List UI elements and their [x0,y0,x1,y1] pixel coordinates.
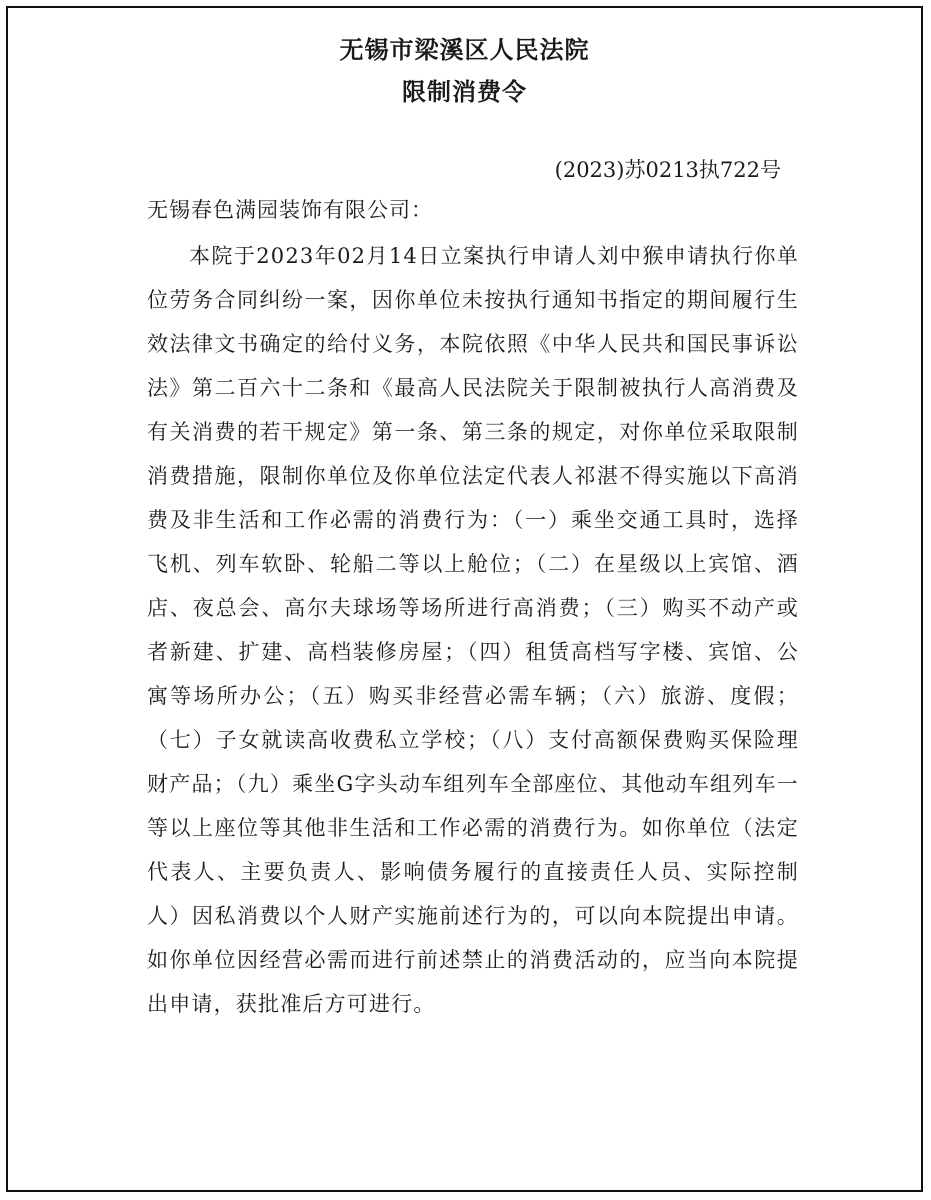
order-body-paragraph: 本院于2023年02月14日立案执行申请人刘中猴申请执行你单位劳务合同纠纷一案，因你单位未按执行通知书指定的期间履行生效法律文书确定的给付义务，本院依照《中华人民共和国民事诉讼法》第二百六十二条和《最高人民法院关于限制被执行人高消费及有关消费的若干规定》第一条、第三条的规定，对你单位采取限制消费措施，限制你单位及你单位法定代表人祁湛不得实施以下高消费及非生活和工作必需的消费行为：（一）乘坐交通工具时，选择飞机、列车软卧、轮船二等以上舱位；（二）在星级以上宾馆、酒店、夜总会、高尔夫球场等场所进行高消费；（三）购买不动产或者新建、扩建、高档装修房屋；（四）租赁高档写字楼、宾馆、公寓等场所办公；（五）购买非经营必需车辆；（六）旅游、度假；（七）子女就读高收费私立学校；（八）支付高额保费购买保险理财产品；（九）乘坐G字头动车组列车全部座位、其他动车组列车一等以上座位等其他非生活和工作必需的消费行为。如你单位（法定代表人、主要负责人、影响债务履行的直接责任人员、实际控制人）因私消费以个人财产实施前述行为的，可以向本院提出申请。如你单位因经营必需而进行前述禁止的消费活动的，应当向本院提出申请，获批准后方可进行。 [147,244,799,1016]
court-name: 无锡市梁溪区人民法院 [339,35,590,64]
case-number: (2023)苏0213执722号 [554,158,781,182]
addressee: 无锡春色满园装饰有限公司： [147,198,433,222]
document-page [6,6,923,1192]
document-title: 限制消费令 [402,77,527,106]
